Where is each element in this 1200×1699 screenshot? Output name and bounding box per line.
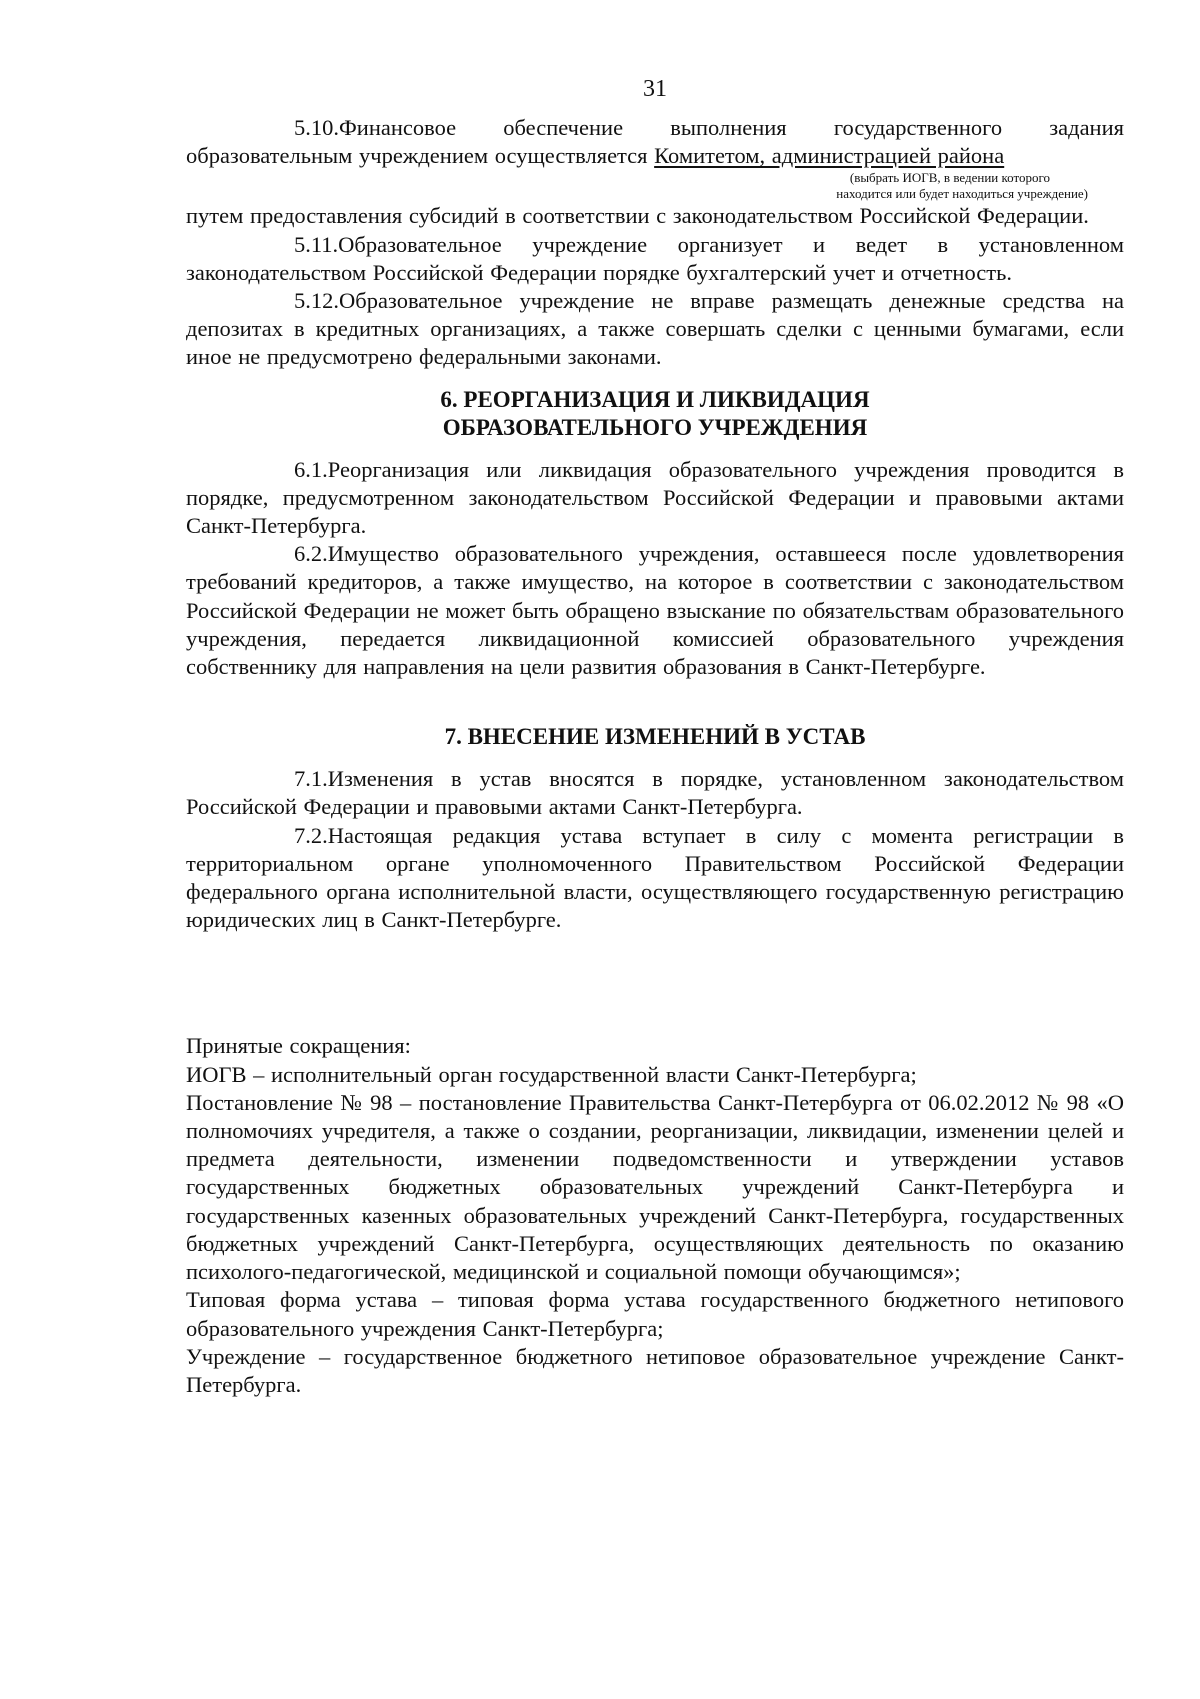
paragraph-5-12 bbox=[186, 287, 1124, 372]
clause-number: 7.2. bbox=[294, 822, 328, 848]
document-page bbox=[186, 0, 1124, 1699]
fill-in-hint bbox=[186, 170, 1124, 202]
paragraph-6-1 bbox=[186, 456, 1124, 541]
section-7-heading: 7. ВНЕСЕНИЕ ИЗМЕНЕНИЙ В УСТАВ bbox=[444, 724, 866, 750]
paragraph-6-2 bbox=[186, 540, 1124, 681]
clause-text: Имущество образовательного учреждения, оставшееся после удовлетворения требований кредиторов, а также имущество, на которое в соответствии с законодательством Российской Федерации не может быть обращено взыскание по обязательствам образовательного учреждения, передается ликвидационной комиссией образовательного учреждения собственнику для направления на цели развития образования в Санкт-Петербурге. bbox=[186, 541, 1124, 680]
abbreviations-block bbox=[186, 1032, 1124, 1399]
fill-in-field: Комитетом, администрацией района bbox=[654, 143, 1005, 169]
clause-number: 7.1. bbox=[294, 766, 328, 792]
clause-text: Настоящая редакция устава вступает в силу с момента регистрации в территориальном органе уполномоченного Правительством Российской Федерации федерального органа исполнительной власти, осуществляющего государственную регистрацию юридических лиц в Санкт-Петербурге. bbox=[186, 822, 1124, 933]
clause-text: Изменения в устав вносятся в порядке, установленном законодательством Российской Федерации и правовыми актами Санкт-Петербурга. bbox=[186, 766, 1124, 820]
section-6-heading bbox=[186, 386, 1124, 442]
abbreviation-item: ИОГВ – исполнительный орган государственной власти Санкт-Петербурга; bbox=[186, 1061, 917, 1087]
abbreviations-title: Принятые сокращения: bbox=[186, 1033, 411, 1059]
clause-number: 5.12. bbox=[294, 288, 339, 314]
document-body bbox=[186, 114, 1124, 1399]
paragraph-5-10-continued: путем предоставления субсидий в соответствии с законодательством Российской Федерации. bbox=[186, 203, 1089, 229]
clause-text: Образовательное учреждение организует и ведет в установленном законодательством Российской Федерации порядке бухгалтерский учет и отчетность. bbox=[186, 231, 1124, 285]
section-6-title-line-2: ОБРАЗОВАТЕЛЬНОГО УЧРЕЖДЕНИЯ bbox=[442, 414, 868, 440]
clause-text: Образовательное учреждение не вправе размещать денежные средства на депозитах в кредитных организациях, а также совершать сделки с ценными бумагами, если иное не предусмотрено федеральными законами. bbox=[186, 288, 1124, 370]
clause-text: Финансовое обеспечение выполнения государственного задания образовательным учреждением осуществляется bbox=[186, 115, 1124, 169]
paragraph-5-10 bbox=[186, 114, 1124, 170]
hint-line-1: (выбрать ИОГВ, в ведении которого bbox=[849, 170, 1050, 186]
hint-line-2: находится или будет находиться учреждение) bbox=[836, 186, 1088, 202]
clause-number: 6.2. bbox=[294, 541, 328, 567]
page-number: 31 bbox=[643, 76, 667, 102]
paragraph-7-2 bbox=[186, 822, 1124, 935]
clause-number: 5.10. bbox=[294, 115, 339, 140]
section-6-title-line-1: 6. РЕОРГАНИЗАЦИЯ И ЛИКВИДАЦИЯ bbox=[440, 386, 870, 412]
clause-text: Реорганизация или ликвидация образовательного учреждения проводится в порядке, предусмотренном законодательством Российской Федерации и правовыми актами Санкт-Петербурга. bbox=[186, 456, 1124, 539]
abbreviation-item: Учреждение – государственное бюджетного нетиповое образовательное учреждение Санкт-Петербурга. bbox=[186, 1343, 1124, 1397]
clause-number: 5.11. bbox=[294, 231, 339, 257]
abbreviation-item: Постановление № 98 – постановление Правительства Санкт-Петербурга от 06.02.2012 № 98 «О полномочиях учредителя, а также о создании, реорганизации, ликвидации, изменении целей и предмета деятельности, изменении подведомственности и утверждении уставов государственных бюджетных образовательных учреждений Санкт-Петербурга и государственных казенных образовательных учреждений Санкт-Петербурга, государственных бюджетных учреждений Санкт-Петербурга, осуществляющих деятельность по оказанию психолого-педагогической, медицинской и социальной помощи обучающимся»; bbox=[186, 1089, 1124, 1285]
paragraph-5-11 bbox=[186, 231, 1124, 287]
clause-number: 6.1. bbox=[294, 456, 328, 482]
paragraph-7-1 bbox=[186, 765, 1124, 821]
abbreviation-item: Типовая форма устава – типовая форма устава государственного бюджетного нетипового образовательного учреждения Санкт-Петербурга; bbox=[186, 1287, 1124, 1341]
